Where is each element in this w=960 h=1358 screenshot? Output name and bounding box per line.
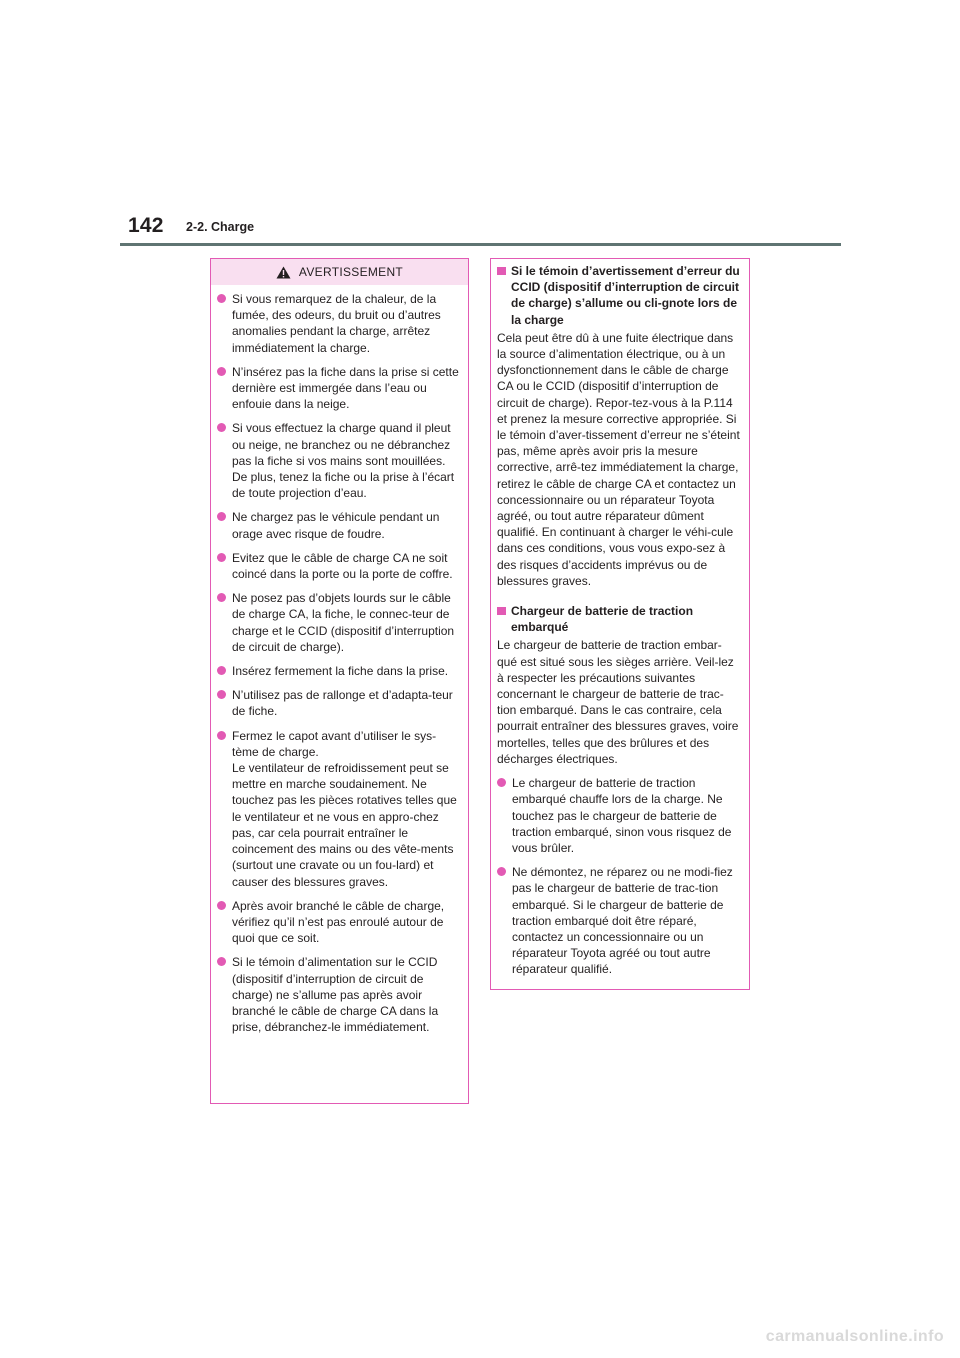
warning-title: AVERTISSEMENT bbox=[298, 265, 404, 279]
bullet-dot-icon bbox=[217, 901, 229, 910]
bullet-dot-icon bbox=[497, 778, 509, 787]
watermark: carmanualsonline.info bbox=[765, 1328, 944, 1345]
bullet-dot-icon bbox=[217, 512, 229, 521]
info-heading-text: Chargeur de batterie de traction embarqué bbox=[511, 604, 694, 635]
warning-item-text: Si vous remarquez de la chaleur, de la fumée, des odeurs, du bruit ou d’autres anomalies pendant la charge, arrêtez immédiatement la charge. bbox=[232, 292, 441, 355]
info-heading bbox=[497, 263, 741, 328]
info-heading-text: Si le témoin d’avertissement d’erreur du CCID (dispositif d’interruption de circuit de charge) s’allume ou cli-gnote lors de la charge bbox=[511, 264, 740, 327]
warning-item bbox=[217, 509, 460, 541]
warning-item bbox=[217, 291, 460, 356]
warning-item-text: N’insérez pas la fiche dans la prise si cette dernière est immergée dans l’eau ou enfouie dans la neige. bbox=[232, 364, 459, 412]
warning-item-text: Fermez le capot avant d’utiliser le sys-tème de charge. Le ventilateur de refroidissement peut se mettre en marche soudainement. Ne touchez pas les pièces rotatives telles que le ventilateur et ne vous en appro-chez pas, car cela pourrait entraîner le coincement des mains ou des vête-ments (surtout une cravate ou un fou-lard) et causer des blessures graves. bbox=[232, 728, 457, 889]
info-heading bbox=[497, 603, 741, 635]
warning-list bbox=[211, 285, 468, 1035]
warning-item bbox=[217, 550, 460, 582]
warning-item bbox=[217, 590, 460, 655]
info-paragraph: Cela peut être dû à une fuite électrique dans la source d’alimentation électrique, ou à un dysfonctionnement dans le câble de charge CA ou le CCID (dispositif d’interruption de circuit de charge). Repor-tez-vous à la P.114 et prenez la mesure corrective appropriée. Si le témoin d’aver-tissement d’erreur ne s’éteint pas, même après avoir pris la mesure corrective, arrê-tez immédiatement la charge, retirez le câble de charge CA et contactez un concessionnaire ou un réparateur Toyota agréé, ou tout autre réparateur dûment qualifié. En continuant à charger le véhi-cule dans ces conditions, vous vous expo-sez à des risques d’accidents imprévus ou de blessures graves. bbox=[497, 330, 740, 588]
square-bullet-icon bbox=[497, 267, 506, 275]
info-box bbox=[490, 258, 750, 990]
bullet-dot-icon bbox=[217, 423, 229, 432]
section-title: 2-2. Charge bbox=[186, 220, 255, 234]
bullet-dot-icon bbox=[217, 593, 229, 602]
warning-item bbox=[217, 728, 460, 890]
square-bullet-icon bbox=[497, 607, 506, 615]
warning-item-text: Si le témoin d’alimentation sur le CCID (dispositif d’interruption de circuit de charge) ne s’allume pas après avoir branché le câble de charge CA dans la prise, débranchez-le immédiatement. bbox=[232, 955, 439, 1035]
warning-item bbox=[217, 364, 460, 413]
bullet-dot-icon bbox=[217, 957, 229, 966]
bullet-dot-icon bbox=[217, 666, 229, 675]
warning-item-text: Ne posez pas d’objets lourds sur le câble de charge CA, la fiche, le connec-teur de charge et le CCID (dispositif d’interruption de circuit de charge). bbox=[232, 591, 455, 654]
warning-item-text: Ne chargez pas le véhicule pendant un orage avec risque de foudre. bbox=[232, 510, 440, 541]
info-paragraph: Le chargeur de batterie de traction embar-qué est situé sous les sièges arrière. Veil-lez à respecter les précautions suivantes concernant le chargeur de batterie de trac-tion embarqué. Dans le cas contraire, cela pourrait entraîner des blessures graves, voire mortelles, telles que des brûlures et des décharges électriques. bbox=[497, 638, 739, 766]
warning-item bbox=[217, 663, 460, 679]
page-number: 142 bbox=[128, 214, 164, 237]
bullet-dot-icon bbox=[217, 367, 229, 376]
info-content bbox=[491, 259, 749, 978]
warning-item bbox=[217, 898, 460, 947]
bullet-dot-icon bbox=[217, 294, 229, 303]
bullet-dot-icon bbox=[217, 690, 229, 699]
warning-item bbox=[217, 420, 460, 501]
warning-item-text: Si vous effectuez la charge quand il pleut ou neige, ne branchez ou ne débranchez pas la fiche si vos mains sont mouillées. De plus, tenez la fiche ou la prise à l’écart de toute projection d’eau. bbox=[232, 421, 455, 501]
warning-item-text: Insérez fermement la fiche dans la prise. bbox=[232, 664, 449, 679]
warning-item bbox=[217, 687, 460, 719]
info-item bbox=[497, 775, 741, 856]
warning-item-text: Evitez que le câble de charge CA ne soit coincé dans la porte ou la porte de coffre. bbox=[232, 550, 453, 582]
warning-item bbox=[217, 954, 460, 1035]
warning-triangle-icon bbox=[276, 266, 291, 279]
info-item-text: Le chargeur de batterie de traction embarqué chauffe lors de la charge. Ne touchez pas le chargeur de batterie de traction embarqué, sinon vous risquez de vous brûler. bbox=[512, 776, 732, 855]
warning-box bbox=[210, 258, 469, 1104]
info-item bbox=[497, 864, 741, 977]
bullet-dot-icon bbox=[217, 553, 229, 562]
bullet-dot-icon bbox=[497, 867, 509, 876]
warning-item-text: N’utilisez pas de rallonge et d’adapta-teur de fiche. bbox=[232, 688, 453, 719]
warning-header bbox=[211, 259, 468, 285]
header-divider bbox=[120, 243, 841, 246]
bullet-dot-icon bbox=[217, 731, 229, 740]
warning-item-text: Après avoir branché le câble de charge, vérifiez qu’il n’est pas enroulé autour de quoi que ce soit. bbox=[232, 898, 445, 946]
info-item-text: Ne démontez, ne réparez ou ne modi-fiez pas le chargeur de batterie de trac-tion embarqué. Si le chargeur de batterie de traction embarqué doit être réparé, contactez un concessionnaire ou un réparateur Toyota agréé ou tout autre réparateur qualifié. bbox=[512, 865, 733, 977]
